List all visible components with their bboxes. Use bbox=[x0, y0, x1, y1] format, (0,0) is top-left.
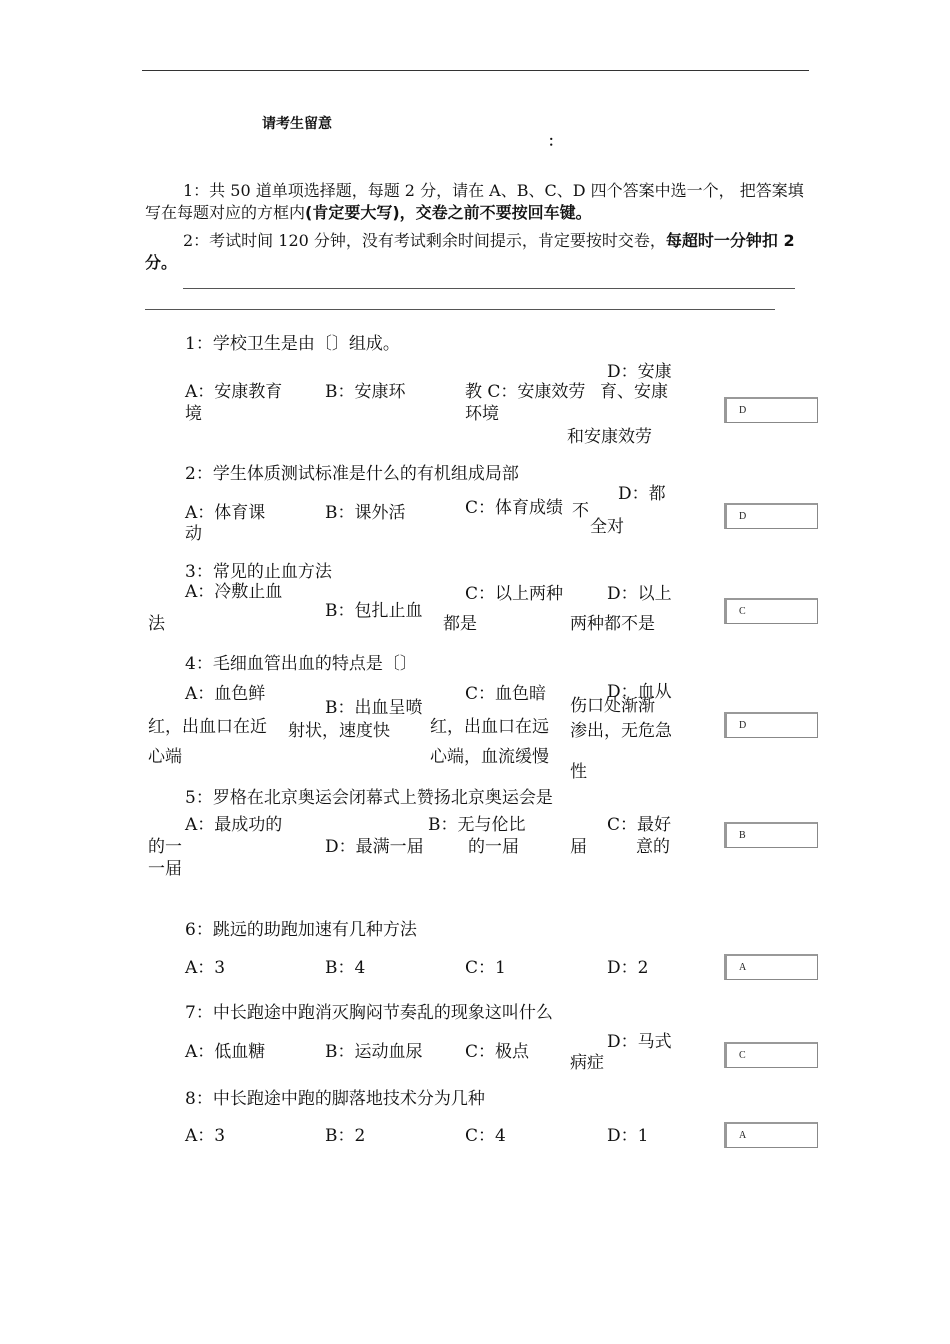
instruction-2 bbox=[145, 230, 805, 274]
question-stem: 2：学生体质测试标准是什么的有机组成局部 bbox=[185, 464, 519, 484]
question-stem: 4：毛细血管出血的特点是〔〕 bbox=[185, 654, 417, 674]
option-b: B：包扎止血 bbox=[325, 601, 423, 621]
option-text: 的一届 bbox=[468, 837, 519, 857]
option-a: A：最成功的 bbox=[185, 815, 283, 835]
option-a: A：3 bbox=[185, 958, 226, 978]
option-b: B：安康环 bbox=[325, 382, 406, 402]
option-text: 病症 bbox=[570, 1053, 604, 1073]
option-text: D：都 bbox=[618, 484, 666, 504]
option-d: D：马式 bbox=[607, 1032, 672, 1052]
option-d: C：最好 bbox=[607, 815, 672, 835]
answer-box-4[interactable]: D bbox=[724, 712, 818, 738]
option-c: C：极点 bbox=[465, 1042, 530, 1062]
top-rule bbox=[142, 70, 809, 71]
option-b: B：2 bbox=[325, 1126, 366, 1146]
answer-box-5[interactable]: B bbox=[724, 822, 818, 848]
option-text: 境 bbox=[185, 404, 202, 424]
option-a: A：3 bbox=[185, 1126, 226, 1146]
answer-box-1[interactable]: D bbox=[724, 397, 818, 423]
option-text: 育、安康 bbox=[600, 382, 668, 402]
option-text: 的一 bbox=[148, 837, 182, 857]
option-c: C：以上两种 bbox=[465, 584, 564, 604]
answer-box-3[interactable]: C bbox=[724, 598, 818, 624]
option-d: D：血从 bbox=[607, 682, 672, 702]
option-b: B：运动血尿 bbox=[325, 1042, 423, 1062]
option-text: 射状，速度快 bbox=[288, 721, 390, 741]
option-d: D：以上 bbox=[607, 584, 672, 604]
option-b: B：4 bbox=[325, 958, 366, 978]
option-a: A：体育课 bbox=[185, 503, 266, 523]
option-b: B：出血呈喷 bbox=[325, 698, 423, 718]
option-text: 都是 bbox=[443, 614, 477, 634]
dashed-separator-2 bbox=[145, 309, 775, 311]
option-a: A：血色鲜 bbox=[185, 684, 266, 704]
instruction-1-text: 1：共 50 道单项选择题，每题 2 分，请在 A、B、C、D 四个答案中选一个， 把答案填写在每题对应的方框内 bbox=[145, 181, 804, 222]
option-c: C：血色暗 bbox=[465, 684, 547, 704]
option-text: 两种都不是 bbox=[570, 614, 655, 634]
option-text: 意的 bbox=[636, 837, 670, 857]
option-text: 全对 bbox=[590, 517, 624, 537]
instruction-1 bbox=[145, 180, 805, 224]
option-d: D：1 bbox=[607, 1126, 649, 1146]
option-b: B：课外活 bbox=[325, 503, 406, 523]
option-d: D：2 bbox=[607, 958, 649, 978]
notice-colon: ： bbox=[548, 134, 562, 150]
question-stem: 5：罗格在北京奥运会闭幕式上赞扬北京奥运会是 bbox=[185, 788, 553, 808]
answer-box-8[interactable]: A bbox=[724, 1122, 818, 1148]
option-c: 教 C：安康效劳 bbox=[465, 382, 586, 402]
option-b: D：最满一届 bbox=[325, 837, 424, 857]
answer-box-6[interactable]: A bbox=[724, 954, 818, 980]
option-c: C：1 bbox=[465, 958, 506, 978]
question-stem: 1：学校卫生是由〔〕组成。 bbox=[185, 334, 400, 354]
option-text: 渗出，无危急 bbox=[570, 721, 672, 741]
option-text: 性 bbox=[570, 762, 587, 782]
option-c: C：体育成绩 bbox=[465, 498, 564, 518]
option-text: D：安康 bbox=[607, 362, 672, 382]
answer-box-2[interactable]: D bbox=[724, 503, 818, 529]
option-text: 动 bbox=[185, 524, 202, 544]
option-text: 一届 bbox=[148, 859, 182, 879]
option-a: A：冷敷止血 bbox=[185, 582, 283, 602]
notice-title: 请考生留意 bbox=[262, 116, 332, 132]
instruction-2-emphasis: 每超时一分钟扣 2 分。 bbox=[145, 231, 795, 272]
question-stem: 7：中长跑途中跑消灭胸闷节奏乱的现象这叫什么 bbox=[185, 1003, 553, 1023]
instruction-2-text: 2：考试时间 120 分钟，没有考试剩余时间提示，肯定要按时交卷， bbox=[183, 231, 666, 250]
option-text: 红，出血口在远 bbox=[430, 717, 549, 737]
question-stem: 3：常见的止血方法 bbox=[185, 562, 332, 582]
dashed-separator-1 bbox=[183, 288, 795, 290]
question-stem: 6：跳远的助跑加速有几种方法 bbox=[185, 920, 417, 940]
option-text: 伤口处渐渐 bbox=[570, 696, 655, 716]
option-c: C：4 bbox=[465, 1126, 506, 1146]
option-text: 红，出血口在近 bbox=[148, 717, 267, 737]
answer-box-7[interactable]: C bbox=[724, 1042, 818, 1068]
option-text: 届 bbox=[570, 837, 587, 857]
option-text: 不 bbox=[572, 501, 589, 521]
option-a: A：安康教育 bbox=[185, 382, 283, 402]
option-text: 和安康效劳 bbox=[567, 427, 652, 447]
option-text: 法 bbox=[148, 614, 165, 634]
option-c: B：无与伦比 bbox=[428, 815, 526, 835]
option-a: A：低血糖 bbox=[185, 1042, 266, 1062]
option-text: 环境 bbox=[465, 404, 499, 424]
option-text: 心端，血流缓慢 bbox=[430, 747, 549, 767]
instruction-1-emphasis: (肯定要大写)，交卷之前不要按回车键。 bbox=[305, 203, 592, 222]
question-stem: 8：中长跑途中跑的脚落地技术分为几种 bbox=[185, 1089, 485, 1109]
option-text: 心端 bbox=[148, 747, 182, 767]
